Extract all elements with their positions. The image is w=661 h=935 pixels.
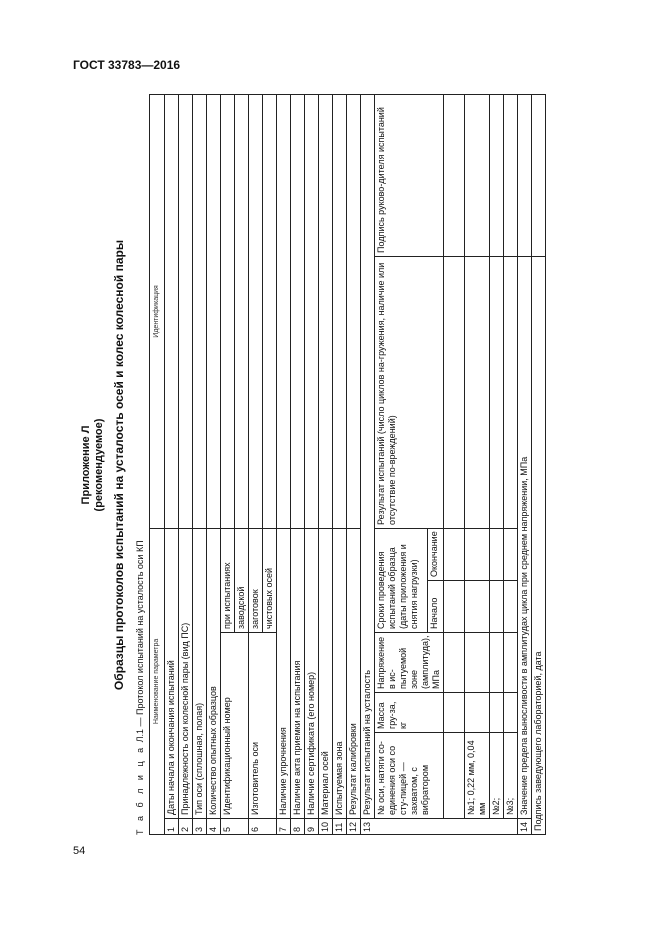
axle-entry: №1; 0,22 мм, 0,04 мм	[465, 733, 490, 819]
row-number: 9	[305, 819, 319, 835]
row-number: 7	[277, 819, 291, 835]
row-label: Испытуемая зона	[333, 528, 347, 818]
table-row	[532, 94, 546, 834]
table-row	[305, 94, 319, 834]
table-row	[277, 94, 291, 834]
table-caption-prefix: Т а б л и ц а	[135, 744, 145, 835]
row-number: 4	[207, 819, 221, 835]
row-value	[291, 94, 305, 528]
appendix-heading: Образцы протоколов испытаний на усталость осей и колес колесной пары	[112, 239, 126, 691]
document-code: ГОСТ 33783—2016	[73, 58, 181, 72]
row-label: Идентификационный номер	[221, 633, 249, 819]
row-number: 13	[361, 819, 518, 835]
row-value	[518, 94, 532, 256]
protocol-table	[149, 94, 546, 835]
rotated-landscape-page	[80, 95, 590, 835]
row-sublabel: при испытаниях	[221, 528, 235, 632]
row-number: 8	[291, 819, 305, 835]
table-row	[193, 94, 207, 834]
ident-col-header: Идентификация	[150, 94, 165, 528]
sub-col-end: Окончание	[428, 528, 444, 580]
row-label: Количество опытных образцов	[207, 528, 221, 818]
table-row	[207, 94, 221, 834]
sub-col-axle: № оси, натяги со-единения оси со сту-пицей — захватом, с вибратором	[375, 733, 444, 819]
row-number: 11	[333, 819, 347, 835]
table-row	[249, 94, 263, 834]
sub-col-stress: Напряжение в ис-пытуемой зоне (амплитуда), МПа	[375, 633, 444, 693]
row-label: Наличие сертификата (его номер)	[305, 528, 319, 818]
table-row	[361, 94, 375, 834]
row-number: 14	[518, 819, 532, 835]
row-label: Наличие упрочнения	[277, 528, 291, 818]
sub-col-dates: Сроки проведения испытаний образца (даты приложения и снятия нагрузки)	[375, 528, 428, 632]
row-sublabel: чистовых осей	[263, 528, 277, 632]
row-value	[347, 94, 361, 528]
table-row	[444, 94, 465, 834]
row-value	[532, 94, 546, 256]
row-label: Значение предела выносливости в амплитудах цикла при среднем напряжении, МПа	[518, 256, 532, 818]
table-row	[518, 94, 532, 834]
row-number: 10	[319, 819, 333, 835]
table-row	[291, 94, 305, 834]
sub-col-signature: Подпись руково-дителя испытаний	[375, 94, 444, 256]
row-value	[277, 94, 291, 528]
row-value	[235, 94, 249, 528]
table-row	[221, 94, 235, 834]
row-value	[207, 94, 221, 528]
table-row	[465, 94, 490, 834]
row-label: Наличие акта приемки на испытания	[291, 528, 305, 818]
table-row	[504, 94, 518, 834]
row-sublabel: заводской	[235, 528, 249, 632]
row-label: Материал осей	[319, 528, 333, 818]
row-value	[319, 94, 333, 528]
row-label: Результат испытаний на усталость	[361, 94, 375, 818]
sub-col-start: Начало	[428, 581, 444, 633]
row-number: 1	[165, 819, 179, 835]
axle-entry: №2;	[490, 733, 504, 819]
table-row	[490, 94, 504, 834]
empty-cell	[444, 733, 465, 819]
appendix-label: Приложение Л	[80, 425, 92, 505]
row-number: 6	[249, 819, 277, 835]
row-number: 12	[347, 819, 361, 835]
row-value	[179, 94, 193, 528]
axle-entry: №3;	[504, 733, 518, 819]
sub-col-mass: Масса гру-за, кг	[375, 693, 444, 733]
sub-col-result: Результат испытаний (число циклов на-гружения, наличие или отсутствие по-вреждений)	[375, 256, 444, 528]
row-label: Принадлежность оси колесной пары (вид ПС)	[179, 528, 193, 818]
table-caption	[135, 95, 145, 835]
row-value	[193, 94, 207, 528]
row-sublabel: заготовок	[249, 528, 263, 632]
table-row	[347, 94, 361, 834]
row-value	[305, 94, 319, 528]
table-row	[165, 94, 179, 834]
row-number: 5	[221, 819, 249, 835]
row-number: 3	[193, 819, 207, 835]
row-label: Тип оси (сплошная, полая)	[193, 528, 207, 818]
subtable-header-row	[375, 94, 428, 834]
row-label: Подпись заведующего лабораторией, дата	[532, 256, 546, 834]
row-value	[263, 94, 277, 528]
row-value	[249, 94, 263, 528]
table-row	[179, 94, 193, 834]
table-row	[333, 94, 347, 834]
row-label: Даты начала и окончания испытаний	[165, 528, 179, 818]
row-number: 2	[179, 819, 193, 835]
row-value	[333, 94, 347, 528]
param-col-header: Наименование параметра	[150, 528, 165, 834]
table-row	[319, 94, 333, 834]
row-value	[221, 94, 235, 528]
row-value	[165, 94, 179, 528]
appendix-status: (рекомендуемое)	[93, 418, 105, 512]
table-header-row	[150, 94, 165, 834]
row-label: Результат калибровки	[347, 528, 361, 818]
table-caption-text: Л.1 — Протокол испытаний на усталость оси КП	[135, 540, 145, 745]
row-label: Изготовитель оси	[249, 633, 277, 819]
page-number: 54	[73, 845, 86, 857]
